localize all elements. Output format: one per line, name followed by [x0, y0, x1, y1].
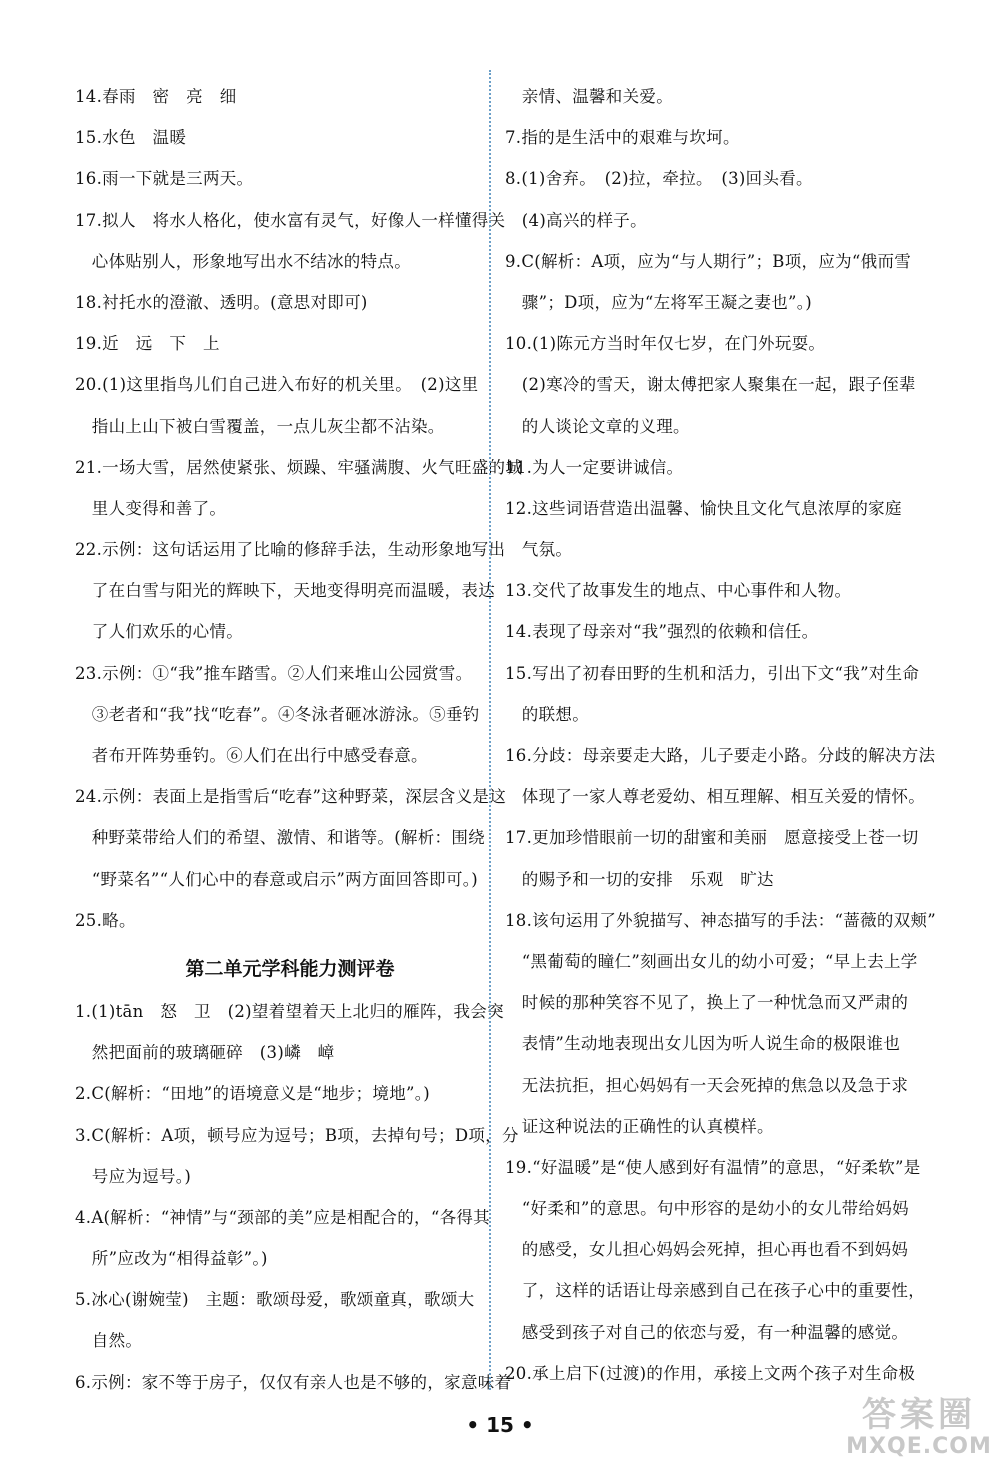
- answer-line: 23.示例：①“我”推车踏雪。②人们来堆山公园赏雪。: [75, 663, 473, 683]
- answer-line: 心体贴别人，形象地写出水不结冰的特点。: [75, 251, 411, 271]
- answer-line: 21.一场大雪，居然使紧张、烦躁、牢骚满腹、火气旺盛的城: [75, 457, 523, 477]
- answer-line: 15.水色 温暖: [75, 128, 187, 148]
- answer-line: 证这种说法的正确性的认真模样。: [505, 1116, 774, 1136]
- answer-line: 19.“好温暖”是“使人感到好有温情”的意思，“好柔软”是: [505, 1157, 921, 1177]
- answer-line: “好柔和”的意思。句中形容的是幼小的女儿带给妈妈: [505, 1199, 909, 1219]
- answer-line: 了人们欢乐的心情。: [75, 622, 243, 642]
- answer-line: 亲情、温馨和关爱。: [505, 87, 673, 106]
- answer-line: 18.该句运用了外貌描写、神态描写的手法：“蔷薇的双颊”: [505, 910, 937, 930]
- answer-line: 24.示例：表面上是指雪后“吃春”这种野菜，深层含义是这: [75, 787, 507, 807]
- answer-line: 无法抗拒，担心妈妈有一天会死掉的焦急以及急于求: [505, 1075, 909, 1095]
- answer-line: 20.承上启下(过渡)的作用，承接上文两个孩子对生命极: [505, 1363, 916, 1383]
- watermark-title: 答案圈: [862, 1395, 976, 1435]
- answer-line: 22.示例：这句话运用了比喻的修辞手法，生动形象地写出: [75, 540, 506, 560]
- answer-line: 号应为逗号。): [75, 1166, 192, 1186]
- answer-line: 了，这样的话语让母亲感到自己在孩子心中的重要性，: [505, 1281, 925, 1301]
- watermark-url: MXQE.COM: [846, 1434, 992, 1459]
- answer-line: “野菜名”“人们心中的春意或启示”两方面回答即可。): [75, 869, 479, 889]
- answer-line: “黑葡萄的瞳仁”刻画出女儿的幼小可爱；“早上去上学: [505, 951, 918, 971]
- answer-line: 里人变得和善了。: [75, 498, 227, 518]
- answer-line: 17.更加珍惜眼前一切的甜蜜和美丽 愿意接受上苍一切: [505, 828, 919, 848]
- answer-line: 3.C(解析：A项，顿号应为逗号；B项，去掉句号；D项，分: [75, 1125, 519, 1145]
- left-answers-part1: [75, 76, 523, 941]
- answer-line: 7.指的是生活中的艰难与坎坷。: [505, 128, 740, 148]
- answer-line: 感受到孩子对自己的依恋与爱，有一种温馨的感觉。: [505, 1322, 909, 1342]
- answer-line: 所”应改为“相得益彰”。): [75, 1249, 268, 1269]
- answer-line: 15.写出了初春田野的生机和活力，引出下文“我”对生命: [505, 663, 920, 683]
- answer-line: 10.(1)陈元方当时年仅七岁，在门外玩耍。: [505, 334, 826, 354]
- answer-line: 者布开阵势垂钓。⑥人们在出行中感受春意。: [75, 746, 428, 765]
- answer-line: 的赐予和一切的安排 乐观 旷达: [505, 869, 774, 889]
- section-heading: 第二单元学科能力测评卷: [185, 957, 395, 980]
- answer-line: 19.近 远 下 上: [75, 334, 220, 354]
- answer-line: 16.雨一下就是三两天。: [75, 169, 254, 189]
- answer-line: 2.C(解析：“田地”的语境意义是“地步；境地”。): [75, 1084, 431, 1104]
- answer-line: 18.衬托水的澄澈、透明。(意思对即可): [75, 292, 368, 312]
- page-number: • 15 •: [466, 1413, 534, 1437]
- answer-line: 的联想。: [505, 704, 589, 724]
- answer-line: 指山上山下被白雪覆盖，一点儿灰尘都不沾染。: [75, 416, 445, 436]
- answer-line: ③老者和“我”找“吃春”。④冬泳者砸冰游泳。⑤垂钓: [75, 704, 480, 724]
- left-column: [75, 76, 523, 1403]
- answer-line: 种野菜带给人们的希望、激情、和谐等。(解析：围绕: [75, 828, 485, 848]
- answer-line: 时候的那种笑容不见了，换上了一种忧急而又严肃的: [505, 993, 909, 1013]
- answer-line: 体现了一家人尊老爱幼、相互理解、相互关爱的情怀。: [505, 787, 925, 807]
- answer-line: 然把面前的玻璃砸碎 (3)嶙 嶂: [75, 1043, 335, 1063]
- answer-line: 13.交代了故事发生的地点、中心事件和人物。: [505, 581, 852, 601]
- watermark-logo: [844, 1395, 994, 1467]
- answer-line: (2)寒冷的雪天，谢太傅把家人聚集在一起，跟子侄辈: [505, 375, 916, 395]
- answer-line: 自然。: [75, 1331, 143, 1351]
- answer-line: 20.(1)这里指鸟儿们自己进入布好的机关里。 (2)这里: [75, 375, 479, 395]
- answer-line: 表情”生动地表现出女儿因为听人说生命的极限谁也: [505, 1034, 901, 1054]
- answer-line: 12.这些词语营造出温馨、愉快且文化气息浓厚的家庭: [505, 498, 902, 518]
- answer-line: 8.(1)舍弃。 (2)拉，牵拉。 (3)回头看。: [505, 169, 813, 189]
- answer-line: 了在白雪与阳光的辉映下，天地变得明亮而温暖，表达: [75, 581, 495, 601]
- left-answers-part2: [75, 991, 519, 1403]
- answer-line: 17.拟人 将水人格化，使水富有灵气，好像人一样懂得关: [75, 210, 506, 230]
- answer-line: 25.略。: [75, 910, 136, 930]
- column-divider: [489, 70, 491, 1390]
- answer-line: 气氛。: [505, 540, 573, 560]
- answer-line: 5.冰心(谢婉莹) 主题：歌颂母爱，歌颂童真，歌颂大: [75, 1290, 475, 1310]
- right-answers: [505, 76, 935, 1394]
- answer-line: 的感受，女儿担心妈妈会死掉，担心再也看不到妈妈: [505, 1240, 909, 1260]
- right-column: [505, 76, 935, 1394]
- answer-line: 16.分歧：母亲要走大路，儿子要走小路。分歧的解决方法: [505, 746, 936, 765]
- answer-line: 9.C(解析：A项，应为“与人期行”；B项，应为“俄而雪: [505, 251, 912, 271]
- answer-line: 11.为人一定要讲诚信。: [505, 457, 684, 477]
- answer-line: 骤”；D项，应为“左将军王凝之妻也”。): [505, 292, 813, 312]
- answer-line: 6.示例：家不等于房子，仅仅有亲人也是不够的，家意味着: [75, 1372, 512, 1392]
- answer-line: 的人谈论文章的义理。: [505, 416, 690, 436]
- answer-line: 14.春雨 密 亮 细: [75, 87, 237, 106]
- answer-line: 14.表现了母亲对“我”强烈的依赖和信任。: [505, 622, 819, 642]
- answer-line: 4.A(解析：“神情”与“颈部的美”应是相配合的，“各得其: [75, 1207, 490, 1227]
- answer-line: (4)高兴的样子。: [505, 210, 647, 230]
- answer-line: 1.(1)tān 怒 卫 (2)望着望着天上北归的雁阵，我会突: [75, 1001, 504, 1021]
